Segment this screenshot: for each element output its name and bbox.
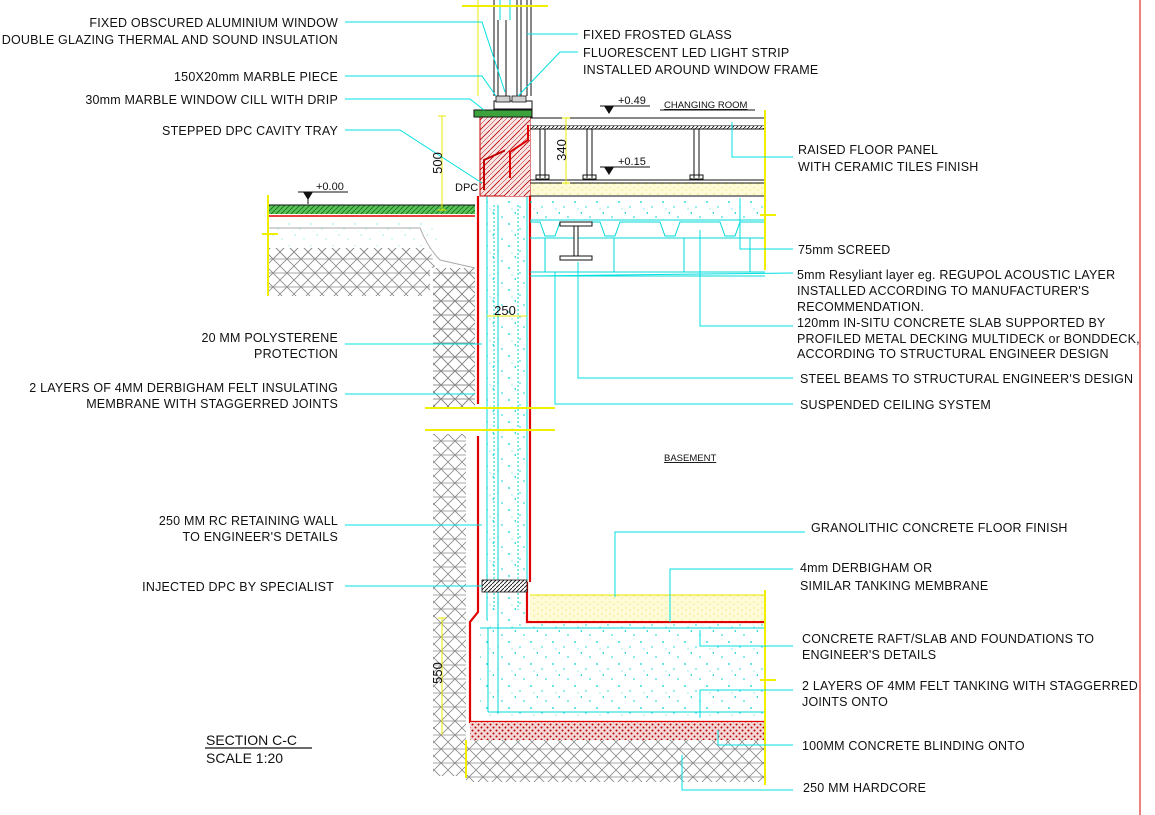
cavity-wall [480, 116, 530, 196]
label-tanking-membrane [800, 561, 988, 593]
dpc-label: DPC [455, 182, 479, 194]
svg-text:MEMBRANE WITH STAGGERRED JOINT: MEMBRANE WITH STAGGERRED JOINTS [86, 397, 338, 411]
svg-text:TO ENGINEER'S DETAILS: TO ENGINEER'S DETAILS [182, 530, 338, 544]
label-fixed-obscured-window [2, 16, 338, 47]
label-hardcore: 250 MM HARDCORE [803, 781, 927, 795]
label-led-strip [583, 46, 818, 77]
raft-slab [480, 624, 765, 718]
label-injected-dpc: INJECTED DPC BY SPECIALIST [142, 580, 334, 594]
svg-text:20 MM POLYSTERENE: 20 MM POLYSTERENE [201, 331, 338, 345]
svg-text:DOUBLE GLAZING THERMAL AND SOU: DOUBLE GLAZING THERMAL AND SOUND INSULATION [1, 33, 338, 47]
window-frame [494, 0, 531, 96]
svg-text:FIXED OBSCURED ALUMINIUM WINDO: FIXED OBSCURED ALUMINIUM WINDOW [89, 16, 338, 30]
level-marker-floor [600, 106, 650, 114]
label-felt-tanking [802, 679, 1138, 709]
room-basement: BASEMENT [664, 453, 717, 464]
svg-text:PROTECTION: PROTECTION [254, 347, 338, 361]
svg-text:PROFILED METAL DECKING MULTIDE: PROFILED METAL DECKING MULTIDECK or BONDDECK, [797, 332, 1140, 346]
svg-text:ACCORDING TO STRUCTURAL ENGINE: ACCORDING TO STRUCTURAL ENGINEER DESIGN [797, 347, 1109, 361]
level-slab: +0.15 [618, 156, 646, 168]
label-frosted-glass: FIXED FROSTED GLASS [583, 28, 732, 42]
svg-text:RECOMMENDATION.: RECOMMENDATION. [797, 300, 925, 314]
svg-text:SIMILAR TANKING MEMBRANE: SIMILAR TANKING MEMBRANE [800, 579, 989, 593]
section-title [205, 732, 312, 766]
svg-text:2 LAYERS OF 4MM FELT TANKING W: 2 LAYERS OF 4MM FELT TANKING WITH STAGGERRED [802, 679, 1138, 693]
level-marker-ground [298, 192, 348, 204]
svg-text:120mm IN-SITU CONCRETE SLAB S: 120mm IN-SITU CONCRETE SLAB SUPPORTED BY [797, 316, 1106, 330]
svg-text:CONCRETE RAFT/SLAB AND FOUNDAT: CONCRETE RAFT/SLAB AND FOUNDATIONS TO [802, 632, 1095, 646]
label-blinding: 100MM CONCRETE BLINDING ONTO [802, 739, 1025, 753]
label-steel-beams: STEEL BEAMS TO STRUCTURAL ENGINEER'S DESIGN [800, 372, 1134, 386]
label-ceiling: SUSPENDED CEILING SYSTEM [800, 398, 991, 412]
label-raised-floor [798, 143, 978, 174]
svg-text:INSTALLED ACCORDING TO MANUFAC: INSTALLED ACCORDING TO MANUFACTURER'S [797, 284, 1090, 298]
svg-text:250 MM RC RETAINING WALL: 250 MM RC RETAINING WALL [158, 514, 338, 528]
label-concrete-slab [797, 316, 1140, 361]
svg-text:2 LAYERS OF 4MM DERBIGHAM FELT: 2 LAYERS OF 4MM DERBIGHAM FELT INSULATING [29, 381, 338, 395]
dimension-footing-height: 550 [430, 662, 445, 684]
svg-text:4mm DERBIGHAM OR: 4mm DERBIGHAM OR [800, 561, 933, 575]
level-marker-slab [600, 167, 650, 175]
level-finished-floor: +0.49 [618, 95, 646, 107]
label-marble-piece: 150X20mm MARBLE PIECE [174, 70, 338, 84]
svg-text:RAISED FLOOR PANEL: RAISED FLOOR PANEL [798, 143, 939, 157]
granolithic-finish [530, 595, 765, 621]
svg-text:JOINTS ONTO: JOINTS ONTO [802, 695, 889, 709]
svg-text:INSTALLED AROUND WINDOW FRAME: INSTALLED AROUND WINDOW FRAME [583, 63, 819, 77]
svg-text:ENGINEER'S DETAILS: ENGINEER'S DETAILS [802, 648, 937, 662]
label-raft [802, 632, 1094, 662]
label-screed: 75mm SCREED [798, 243, 891, 257]
blinding-layer [470, 722, 765, 740]
room-changing-room: CHANGING ROOM [664, 100, 748, 111]
steel-beam [560, 222, 592, 260]
label-dpc-cavity-tray: STEPPED DPC CAVITY TRAY [162, 124, 338, 138]
label-granolithic: GRANOLITHIC CONCRETE FLOOR FINISH [811, 521, 1068, 535]
level-ground: +0.00 [316, 181, 344, 193]
svg-text:5mm Resyliant layer eg. REGUP: 5mm Resyliant layer eg. REGUPOL ACOUSTIC LAYER [797, 268, 1116, 282]
upper-slab [530, 183, 765, 276]
label-retaining-wall [159, 514, 338, 544]
dimension-floor-void: 340 [554, 139, 569, 161]
label-resyliant [797, 268, 1115, 314]
injected-dpc-block [482, 580, 527, 592]
dimension-wall-thickness: 250 [494, 303, 516, 318]
section-scale-text: SCALE 1:20 [206, 750, 284, 766]
section-title-text: SECTION C-C [206, 732, 297, 748]
label-marble-cill: 30mm MARBLE WINDOW CILL WITH DRIP [85, 93, 338, 107]
window-cill [474, 96, 532, 117]
svg-text:FLUORESCENT LED LIGHT STRIP: FLUORESCENT LED LIGHT STRIP [583, 46, 790, 60]
dimension-wall-height: 500 [430, 152, 445, 174]
svg-text:WITH CERAMIC TILES FINISH: WITH CERAMIC TILES FINISH [798, 160, 979, 174]
label-polystyrene [201, 331, 338, 361]
label-derbigham-felt [29, 381, 338, 411]
